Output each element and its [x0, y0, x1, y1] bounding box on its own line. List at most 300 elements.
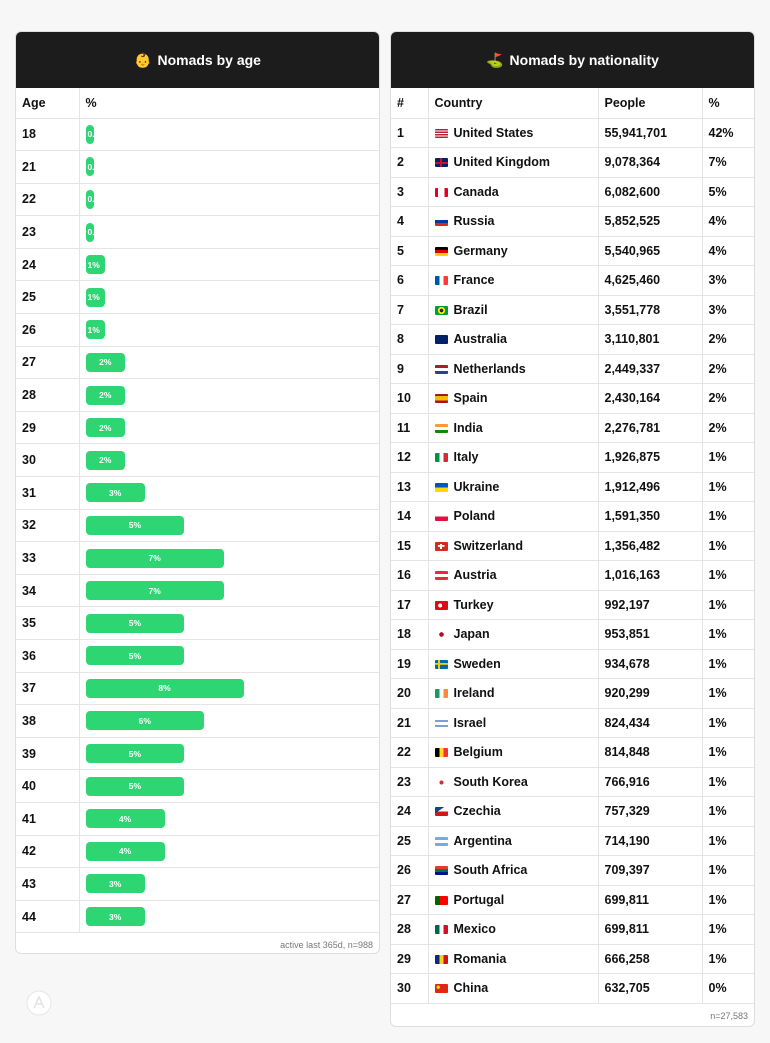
age-bar-cell: [79, 183, 379, 216]
age-row: [16, 444, 379, 477]
age-row: [16, 868, 379, 901]
age-bar-cell: [79, 281, 379, 314]
nat-pct-cell: 1%: [702, 797, 754, 827]
age-row: [16, 216, 379, 249]
nationality-row: [391, 767, 754, 797]
ukraine-flag-icon: [435, 483, 448, 492]
people-cell: 824,434: [598, 708, 702, 738]
age-bar: [86, 581, 224, 600]
nationality-row: [391, 590, 754, 620]
country-cell[interactable]: [428, 649, 598, 679]
people-cell: 6,082,600: [598, 177, 702, 207]
age-panel-title: Nomads by age: [157, 52, 261, 68]
country-name: Canada: [453, 184, 499, 199]
age-bar: [86, 842, 165, 861]
people-cell: 934,678: [598, 649, 702, 679]
rank-cell: 26: [391, 856, 428, 886]
age-bar-label: 0.3%: [87, 194, 107, 205]
age-bar: [86, 288, 106, 307]
age-row: [16, 574, 379, 607]
nat-pct-cell: 2%: [702, 325, 754, 355]
portugal-flag-icon: [435, 896, 448, 905]
country-name: Belgium: [453, 745, 503, 760]
people-cell: 1,356,482: [598, 531, 702, 561]
rank-cell: 28: [391, 915, 428, 945]
age-bar: [86, 679, 244, 698]
people-cell: 2,430,164: [598, 384, 702, 414]
nat-pct-cell: 1%: [702, 767, 754, 797]
nat-pct-cell: 5%: [702, 177, 754, 207]
romania-flag-icon: [435, 955, 448, 964]
rank-cell: 3: [391, 177, 428, 207]
age-bar-cell: [79, 835, 379, 868]
nat-pct-cell: 1%: [702, 915, 754, 945]
age-value: 27: [16, 346, 79, 379]
age-bar-cell: [79, 607, 379, 640]
country-cell[interactable]: [428, 472, 598, 502]
country-name: Netherlands: [453, 361, 526, 376]
age-bar-cell: [79, 770, 379, 803]
age-row: [16, 737, 379, 770]
france-flag-icon: [435, 276, 448, 285]
nat-pct-cell: 2%: [702, 413, 754, 443]
nationality-row: [391, 915, 754, 945]
ireland-flag-icon: [435, 689, 448, 698]
country-cell[interactable]: [428, 443, 598, 473]
country-name: Italy: [453, 450, 479, 465]
country-name: Czechia: [453, 804, 501, 819]
south-africa-flag-icon: [435, 866, 448, 875]
age-bar: [86, 125, 107, 144]
people-cell: 4,625,460: [598, 266, 702, 296]
age-row: [16, 118, 379, 151]
country-name: Sweden: [453, 656, 501, 671]
age-row: [16, 248, 379, 281]
nomadlist-logo-icon[interactable]: [26, 990, 52, 1016]
nat-pct-cell: 1%: [702, 679, 754, 709]
country-cell[interactable]: [428, 295, 598, 325]
rank-column-header[interactable]: #: [391, 88, 428, 118]
age-value: 36: [16, 640, 79, 673]
nationality-row: [391, 856, 754, 886]
people-column-header[interactable]: People: [598, 88, 702, 118]
age-value: 18: [16, 118, 79, 151]
nationality-row: [391, 502, 754, 532]
nat-pct-cell: 1%: [702, 649, 754, 679]
age-value: 40: [16, 770, 79, 803]
country-cell[interactable]: [428, 885, 598, 915]
age-value: 42: [16, 835, 79, 868]
country-cell[interactable]: [428, 944, 598, 974]
age-row: [16, 542, 379, 575]
rank-cell: 22: [391, 738, 428, 768]
nat-pct-cell: 4%: [702, 207, 754, 237]
age-bar-cell: [79, 216, 379, 249]
age-row: [16, 802, 379, 835]
age-bar-cell: [79, 640, 379, 673]
nat-pct-cell: 4%: [702, 236, 754, 266]
rank-cell: 24: [391, 797, 428, 827]
people-cell: 992,197: [598, 590, 702, 620]
age-value: 37: [16, 672, 79, 705]
age-bar-cell: [79, 477, 379, 510]
age-bar: [86, 907, 145, 926]
age-row: [16, 672, 379, 705]
rank-cell: 6: [391, 266, 428, 296]
age-bar: [86, 223, 107, 242]
age-value: 31: [16, 477, 79, 510]
austria-flag-icon: [435, 571, 448, 580]
switzerland-flag-icon: [435, 542, 448, 551]
country-cell[interactable]: [428, 856, 598, 886]
people-cell: 709,397: [598, 856, 702, 886]
china-flag-icon: [435, 984, 448, 993]
nationality-row: [391, 974, 754, 1004]
people-cell: 757,329: [598, 797, 702, 827]
country-name: South Africa: [453, 863, 528, 878]
age-bar-label: 1%: [87, 259, 100, 270]
nationality-row: [391, 561, 754, 591]
age-bar: [86, 516, 185, 535]
rank-cell: 30: [391, 974, 428, 1004]
nationality-row: [391, 207, 754, 237]
australia-flag-icon: [435, 335, 448, 344]
country-name: Turkey: [453, 597, 494, 612]
nat-pct-cell: 2%: [702, 384, 754, 414]
nat-pct-cell: 1%: [702, 502, 754, 532]
people-cell: 766,916: [598, 767, 702, 797]
uk-flag-icon: [435, 158, 448, 167]
nationality-row: [391, 620, 754, 650]
rank-cell: 2: [391, 148, 428, 178]
country-cell[interactable]: [428, 325, 598, 355]
age-value: 32: [16, 509, 79, 542]
age-row: [16, 607, 379, 640]
age-bar-cell: [79, 509, 379, 542]
belgium-flag-icon: [435, 748, 448, 757]
italy-flag-icon: [435, 453, 448, 462]
rank-cell: 15: [391, 531, 428, 561]
people-cell: 3,551,778: [598, 295, 702, 325]
country-name: Austria: [453, 568, 497, 583]
age-bar-label: 3%: [108, 487, 122, 498]
india-flag-icon: [435, 424, 448, 433]
people-cell: 9,078,364: [598, 148, 702, 178]
country-name: France: [453, 273, 495, 288]
country-cell[interactable]: [428, 148, 598, 178]
people-cell: 1,912,496: [598, 472, 702, 502]
country-cell[interactable]: [428, 266, 598, 296]
age-row: [16, 281, 379, 314]
age-bar-label: 7%: [148, 553, 161, 564]
nationality-row: [391, 826, 754, 856]
age-bar-cell: [79, 444, 379, 477]
age-value: 34: [16, 574, 79, 607]
nat-pct-cell: 42%: [702, 118, 754, 148]
age-bar: [86, 711, 205, 730]
age-value: 23: [16, 216, 79, 249]
people-cell: 5,540,965: [598, 236, 702, 266]
rank-cell: 1: [391, 118, 428, 148]
age-bar: [86, 874, 145, 893]
rank-cell: 5: [391, 236, 428, 266]
age-bar-label: 0.1%: [87, 129, 107, 140]
country-cell[interactable]: [428, 207, 598, 237]
age-bar-cell: [79, 379, 379, 412]
rank-cell: 18: [391, 620, 428, 650]
age-bar: [86, 646, 185, 665]
rank-cell: 10: [391, 384, 428, 414]
nationality-panel-header: [391, 32, 754, 88]
rank-cell: 8: [391, 325, 428, 355]
turkey-flag-icon: [435, 601, 448, 610]
country-name: United Kingdom: [453, 155, 551, 170]
age-table: [16, 88, 379, 933]
argentina-flag-icon: [435, 837, 448, 846]
country-name: Japan: [453, 627, 490, 642]
age-bar-label: 5%: [128, 781, 142, 792]
age-bar-label: 1%: [87, 324, 100, 335]
age-bar: [86, 483, 145, 502]
age-bar-label: 5%: [128, 650, 142, 661]
nat-pct-cell: 7%: [702, 148, 754, 178]
country-name: Australia: [453, 332, 507, 347]
country-cell[interactable]: [428, 177, 598, 207]
rank-cell: 23: [391, 767, 428, 797]
age-bar-cell: [79, 542, 379, 575]
people-cell: 714,190: [598, 826, 702, 856]
age-bar-cell: [79, 737, 379, 770]
nat-pct-cell: 1%: [702, 472, 754, 502]
rank-cell: 7: [391, 295, 428, 325]
nationality-row: [391, 649, 754, 679]
age-bar-label: 1%: [87, 292, 100, 303]
nationality-panel-title: Nomads by nationality: [509, 52, 659, 68]
baby-emoji-icon: 👶: [134, 51, 152, 68]
country-cell[interactable]: [428, 590, 598, 620]
country-cell[interactable]: [428, 974, 598, 1004]
rank-cell: 14: [391, 502, 428, 532]
country-cell[interactable]: [428, 797, 598, 827]
nationality-row: [391, 325, 754, 355]
age-row: [16, 705, 379, 738]
age-bar-label: 6%: [138, 715, 151, 726]
age-value: 41: [16, 802, 79, 835]
golf-flag-emoji-icon: ⛳: [486, 51, 504, 68]
nat-pct-cell: 1%: [702, 885, 754, 915]
spain-flag-icon: [435, 394, 448, 403]
country-cell[interactable]: [428, 679, 598, 709]
country-cell[interactable]: [428, 561, 598, 591]
age-value: 30: [16, 444, 79, 477]
south-korea-flag-icon: [435, 778, 448, 787]
age-value: 39: [16, 737, 79, 770]
rank-cell: 25: [391, 826, 428, 856]
nat-pct-cell: 1%: [702, 738, 754, 768]
age-bar: [86, 777, 185, 796]
age-value: 28: [16, 379, 79, 412]
rank-cell: 17: [391, 590, 428, 620]
age-bar-label: 5%: [128, 748, 142, 759]
age-row: [16, 900, 379, 933]
age-value: 38: [16, 705, 79, 738]
age-bar-cell: [79, 248, 379, 281]
people-cell: 2,276,781: [598, 413, 702, 443]
country-cell[interactable]: [428, 708, 598, 738]
age-bar: [86, 451, 126, 470]
age-value: 25: [16, 281, 79, 314]
rank-cell: 27: [391, 885, 428, 915]
age-bar-label: 3%: [108, 911, 122, 922]
age-bar: [86, 614, 185, 633]
people-cell: 1,591,350: [598, 502, 702, 532]
nationality-table-header-row: [391, 88, 754, 118]
nationality-row: [391, 472, 754, 502]
age-bar: [86, 190, 107, 209]
people-cell: 699,811: [598, 885, 702, 915]
age-row: [16, 411, 379, 444]
sweden-flag-icon: [435, 660, 448, 669]
age-bar-label: 2%: [99, 390, 112, 401]
age-bar-cell: [79, 574, 379, 607]
country-cell[interactable]: [428, 118, 598, 148]
age-bar: [86, 386, 126, 405]
age-bar-cell: [79, 900, 379, 933]
nationality-row: [391, 295, 754, 325]
people-cell: 953,851: [598, 620, 702, 650]
nat-pct-cell: 3%: [702, 266, 754, 296]
age-bar-label: 0.1%: [87, 161, 107, 172]
nationality-row: [391, 797, 754, 827]
age-table-header-row: [16, 88, 379, 118]
age-bar-cell: [79, 314, 379, 347]
age-bar-label: 5%: [128, 520, 142, 531]
age-bar: [86, 418, 126, 437]
age-bar-cell: [79, 118, 379, 151]
nationality-row: [391, 944, 754, 974]
country-name: Mexico: [453, 922, 496, 937]
age-bar-cell: [79, 868, 379, 901]
age-bar-label: 2%: [99, 357, 112, 368]
nat-pct-column-header[interactable]: %: [702, 88, 754, 118]
rank-cell: 9: [391, 354, 428, 384]
rank-cell: 12: [391, 443, 428, 473]
age-bar-cell: [79, 151, 379, 184]
country-cell[interactable]: [428, 502, 598, 532]
age-value: 26: [16, 314, 79, 347]
age-value: 33: [16, 542, 79, 575]
nationality-panel: [390, 31, 755, 1027]
people-cell: 55,941,701: [598, 118, 702, 148]
country-column-header[interactable]: Country: [428, 88, 598, 118]
nat-pct-cell: 1%: [702, 561, 754, 591]
people-cell: 814,848: [598, 738, 702, 768]
country-name: South Korea: [453, 774, 528, 789]
country-cell[interactable]: [428, 620, 598, 650]
people-cell: 666,258: [598, 944, 702, 974]
japan-flag-icon: [435, 630, 448, 639]
israel-flag-icon: [435, 719, 448, 728]
nat-pct-cell: 1%: [702, 590, 754, 620]
country-cell[interactable]: [428, 354, 598, 384]
age-bar-cell: [79, 672, 379, 705]
people-cell: 3,110,801: [598, 325, 702, 355]
country-name: Germany: [453, 243, 508, 258]
netherlands-flag-icon: [435, 365, 448, 374]
age-bar: [86, 549, 224, 568]
age-bar-label: 4%: [118, 813, 132, 824]
nationality-row: [391, 738, 754, 768]
age-bar-label: 0.2%: [87, 227, 107, 238]
country-cell[interactable]: [428, 531, 598, 561]
nationality-row: [391, 885, 754, 915]
country-name: Ireland: [453, 686, 495, 701]
country-cell[interactable]: [428, 826, 598, 856]
nationality-row: [391, 118, 754, 148]
people-cell: 920,299: [598, 679, 702, 709]
country-cell[interactable]: [428, 413, 598, 443]
us-flag-icon: [435, 129, 448, 138]
germany-flag-icon: [435, 247, 448, 256]
nationality-row: [391, 531, 754, 561]
poland-flag-icon: [435, 512, 448, 521]
nat-pct-cell: 1%: [702, 443, 754, 473]
nationality-row: [391, 443, 754, 473]
nationality-row: [391, 236, 754, 266]
age-bar-label: 5%: [128, 618, 142, 629]
age-bar: [86, 255, 106, 274]
age-bar: [86, 809, 165, 828]
country-cell[interactable]: [428, 767, 598, 797]
country-cell[interactable]: [428, 738, 598, 768]
nat-pct-cell: 1%: [702, 708, 754, 738]
age-column-header[interactable]: Age: [16, 88, 79, 118]
nat-pct-cell: 1%: [702, 826, 754, 856]
nationality-row: [391, 384, 754, 414]
people-cell: 699,811: [598, 915, 702, 945]
age-panel-header: [16, 32, 379, 88]
nationality-row: [391, 266, 754, 296]
age-row: [16, 477, 379, 510]
age-row: [16, 835, 379, 868]
age-value: 44: [16, 900, 79, 933]
nationality-row: [391, 708, 754, 738]
country-name: United States: [453, 125, 534, 140]
pct-column-header[interactable]: %: [79, 88, 379, 118]
people-cell: 632,705: [598, 974, 702, 1004]
age-bar-label: 4%: [118, 846, 132, 857]
age-row: [16, 379, 379, 412]
nationality-row: [391, 177, 754, 207]
age-row: [16, 314, 379, 347]
russia-flag-icon: [435, 217, 448, 226]
nationality-row: [391, 413, 754, 443]
people-cell: 1,926,875: [598, 443, 702, 473]
rank-cell: 13: [391, 472, 428, 502]
nationality-panel-footer: n=27,583: [710, 1010, 748, 1021]
rank-cell: 11: [391, 413, 428, 443]
country-name: Ukraine: [453, 479, 500, 494]
age-value: 29: [16, 411, 79, 444]
country-name: Poland: [453, 509, 496, 524]
age-row: [16, 346, 379, 379]
age-bar: [86, 320, 106, 339]
country-cell[interactable]: [428, 384, 598, 414]
country-cell[interactable]: [428, 236, 598, 266]
country-cell[interactable]: [428, 915, 598, 945]
age-bar-cell: [79, 411, 379, 444]
age-value: 43: [16, 868, 79, 901]
